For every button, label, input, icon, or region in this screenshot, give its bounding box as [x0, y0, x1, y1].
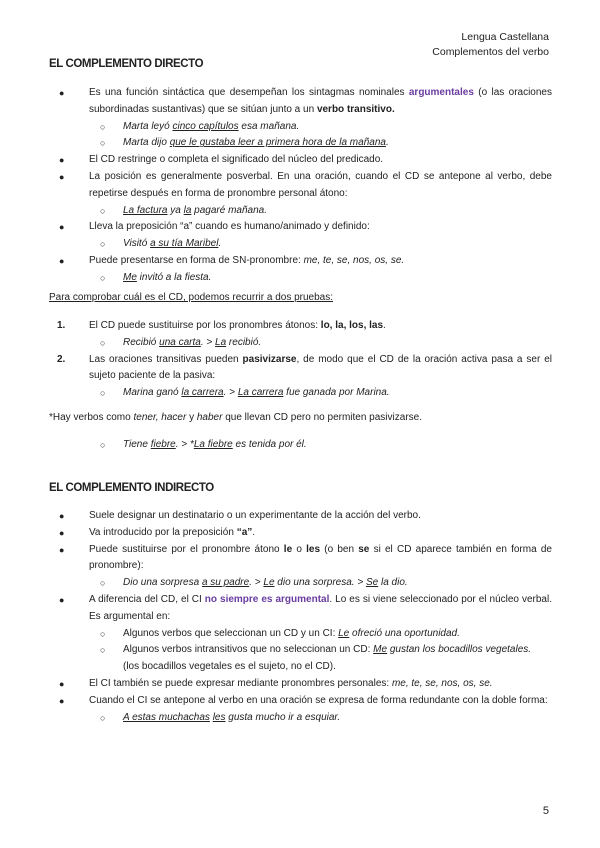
list-item: 1. El CD puede sustituirse por los pronombres átonos: lo, la, los, las. ○ Recibió una carta. > La recibió.	[49, 318, 552, 352]
list-item: ● Va introducido por la preposición “a”.	[59, 526, 256, 538]
list-item: ● Es una función sintáctica que desempeñan los sintagmas nominales argumentales (o las oraciones subordinadas sustantivas) que se sitúan junto a un verbo transitivo. ○ Marta leyó cinco capítulos esa mañana. ○ Marta dijo que le gustaba leer a primera hora de la mañana.	[49, 85, 552, 152]
list-item: ● La posición es generalmente posverbal. En una oración, cuando el CD se antepone al verbo, debe repetirse después en forma de pronombre personal átono: ○ La factura ya la pagaré mañana.	[49, 169, 552, 219]
section-title-cd: EL COMPLEMENTO DIRECTO	[49, 58, 204, 70]
list-item: ● A diferencia del CD, el CI no siempre es argumental. Lo es si viene seleccionado por el núcleo verbal. Es argumental en: ○ Algunos verbos que seleccionan un CD y un CI: Le ofreció una oportunidad. ○ Algunos verbos intransitivos que no seleccionan un CD: Me gustan los bocadillos vegetales. (los bocadillos vegetales es el sujeto, no el CD).	[49, 592, 552, 676]
ci-bullets	[49, 508, 552, 726]
list-item: ● El CD restringe o completa el significado del núcleo del predicado.	[59, 154, 384, 166]
section-title-ci: EL COMPLEMENTO INDIRECTO	[49, 482, 214, 494]
example-item: ○ Marta leyó cinco capítulos esa mañana.	[100, 120, 300, 132]
tests-intro: Para comprobar cuál es el CD, podemos recurrir a dos pruebas:	[49, 292, 334, 303]
header-topic: Complementos del verbo	[432, 46, 549, 58]
example-item: ○ Me invitó a la fiesta.	[100, 271, 212, 283]
tests-list	[49, 318, 552, 402]
note: *Hay verbos como tener, hacer y haber que llevan CD pero no permiten pasivizarse.	[49, 412, 422, 423]
page-header	[432, 30, 549, 60]
example-item: ○ Marina ganó la carrera. > La carrera fue ganada por Marina.	[100, 387, 390, 399]
example-item: ○ La factura ya la pagaré mañana.	[100, 204, 268, 216]
list-item: ● Suele designar un destinatario o un experimentante de la acción del verbo.	[59, 510, 421, 521]
header-subject: Lengua Castellana	[461, 31, 549, 43]
list-item: ● Cuando el CI se antepone al verbo en una oración se expresa de forma redundante con la doble forma: ○ A estas muchachas les gusta mucho ir a esquiar.	[49, 693, 552, 727]
page-number: 5	[542, 805, 549, 817]
example-item: ○ Algunos verbos que seleccionan un CD y un CI: Le ofreció una oportunidad.	[100, 627, 460, 639]
example-item: ○ Recibió una carta. > La recibió.	[100, 336, 262, 348]
example-item: ○ Tiene fiebre. > *La fiebre es tenida por él.	[100, 439, 307, 450]
example-item: ○ Dio una sorpresa a su padre. > Le dio una sorpresa. > Se la dio.	[100, 577, 408, 589]
example-item: ○ Marta dijo que le gustaba leer a primera hora de la mañana.	[100, 137, 389, 149]
note-example	[49, 437, 552, 454]
example-item: ○ Visitó a su tía Maribel.	[100, 238, 222, 250]
list-item: ● Puede presentarse en forma de SN-pronombre: me, te, se, nos, os, se. ○ Me invitó a la fiesta.	[49, 253, 552, 287]
example-item: ○ A estas muchachas les gusta mucho ir a esquiar.	[100, 711, 341, 723]
list-item: ● El CI también se puede expresar mediante pronombres personales: me, te, se, nos, os, se.	[59, 677, 493, 689]
example-item: ○ Algunos verbos intransitivos que no seleccionan un CD: Me gustan los bocadillos vegetales. (los bocadillos vegetales es el sujeto, no el CD).	[100, 644, 532, 673]
list-item: ● Puede sustituirse por el pronombre átono le o les (o ben se si el CD aparece también en forma de pronombre): ○ Dio una sorpresa a su padre. > Le dio una sorpresa. > Se la dio.	[49, 542, 552, 592]
list-item: ● Lleva la preposición “a” cuando es humano/animado y definido: ○ Visitó a su tía Maribel.	[49, 219, 552, 253]
list-item: 2. Las oraciones transitivas pueden pasivizarse, de modo que el CD de la oración activa pasa a ser el sujeto paciente de la pasiva: ○ Marina ganó la carrera. > La carrera fue ganada por Marina.	[49, 352, 552, 402]
cd-bullets	[49, 85, 552, 287]
